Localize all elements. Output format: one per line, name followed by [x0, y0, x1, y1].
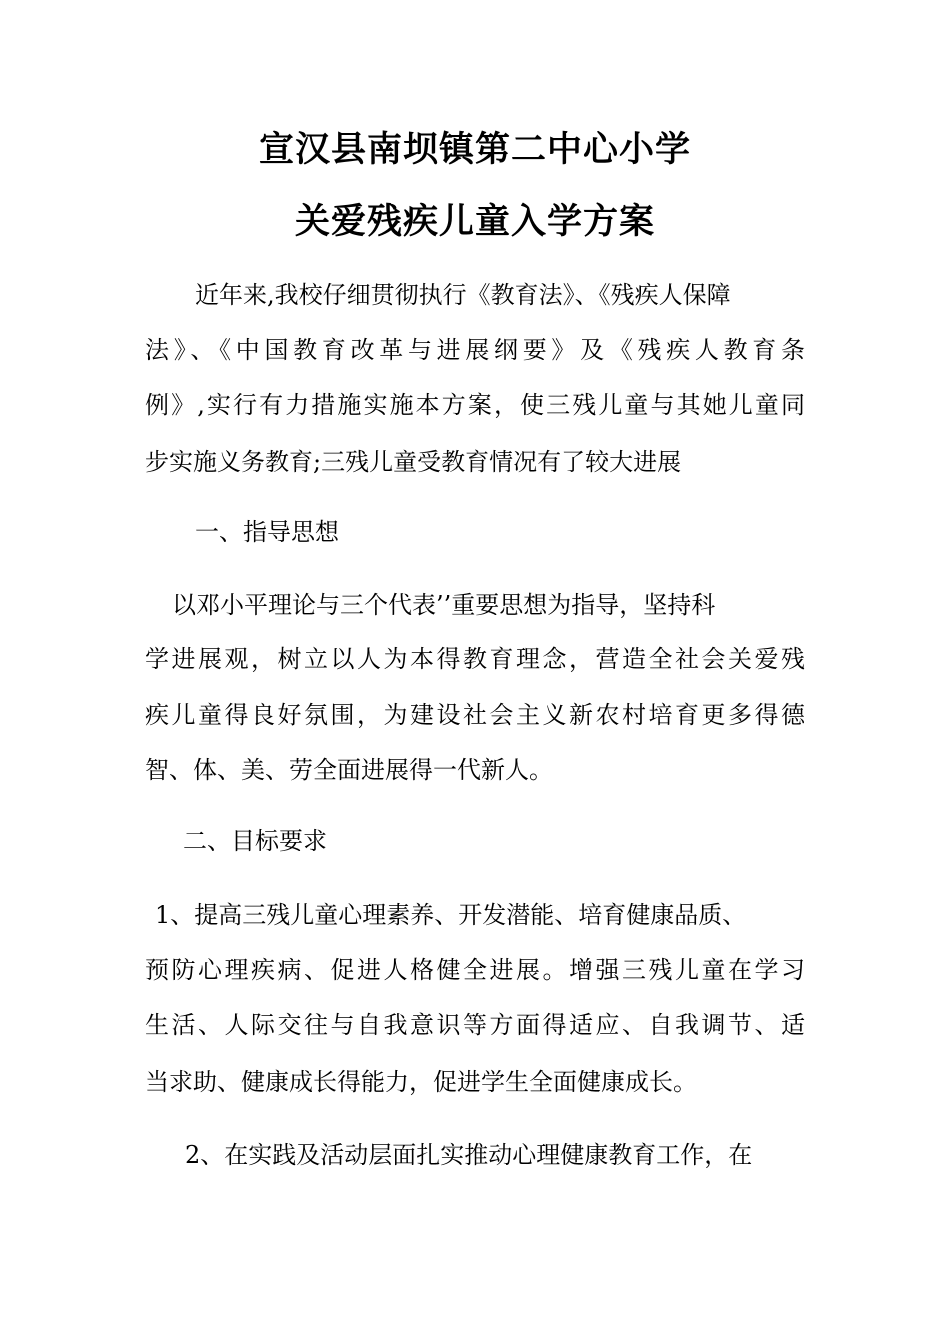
- section1-line-1: 以邓小平理论与三个代表’’重要思想为指导，坚持科: [172, 591, 716, 619]
- document-title-line1: 宣汉县南坝镇第二中心小学: [258, 130, 691, 170]
- document-title-line2: 关爱残疾儿童入学方案: [294, 202, 655, 242]
- item1-line-4: 当求助、健康成长得能力，促进学生全面健康成长。: [145, 1068, 697, 1096]
- section1-heading: 一、指导思想: [195, 518, 339, 546]
- item1-line-3: 生活、人际交往与自我意识等方面得适应、自我调节、适: [145, 1011, 805, 1039]
- item1-line-1: 1、提高三残儿童心理素养、开发潜能、培育健康品质、: [155, 901, 747, 929]
- intro-line-2: 法》、《中国教育改革与进展纲要》及《残疾人教育条: [145, 336, 805, 364]
- item1-line-2: 预防心理疾病、促进人格健全进展。增强三残儿童在学习: [145, 956, 805, 984]
- item2-line-1: 2、在实践及活动层面扎实推动心理健康教育工作，在: [185, 1141, 753, 1169]
- section2-heading: 二、目标要求: [183, 827, 327, 855]
- intro-line-4: 步实施义务教育;三残儿童受教育情况有了较大进展: [145, 448, 682, 476]
- intro-line-1: 近年来,我校仔细贯彻执行《教育法》、《残疾人保障: [195, 281, 731, 309]
- section1-line-3: 疾儿童得良好氛围，为建设社会主义新农村培育更多得德: [145, 701, 805, 729]
- section1-line-4: 智、体、美、劳全面进展得一代新人。: [145, 756, 553, 784]
- intro-line-3: 例》,实行有力措施实施本方案，使三残儿童与其她儿童同: [145, 391, 805, 419]
- section1-line-2: 学进展观，树立以人为本得教育理念，营造全社会关爱残: [145, 645, 805, 673]
